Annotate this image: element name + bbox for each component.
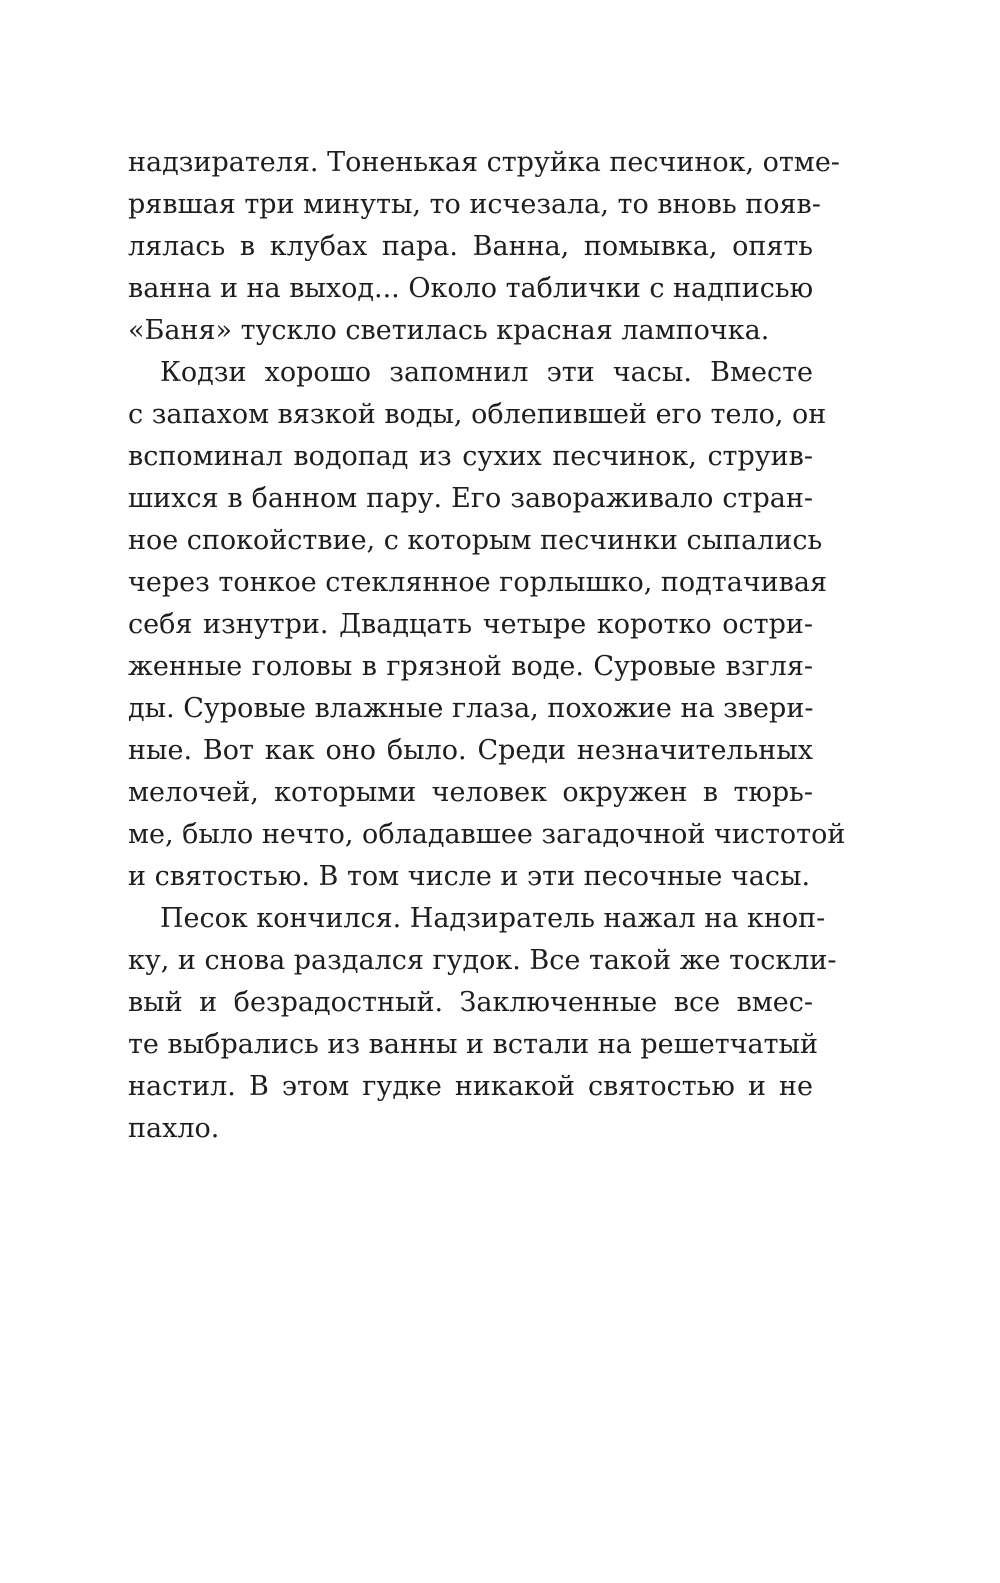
text-line: ды. Суровые влажные глаза, похожие на звери- bbox=[128, 693, 814, 724]
text-line: «Баня» тускло светилась красная лампочка. bbox=[128, 315, 770, 346]
text-line: пахло. bbox=[128, 1113, 220, 1144]
text-line: ные. Вот как оно было. Среди незначительных bbox=[128, 735, 813, 766]
text-line: вспоминал водопад из сухих песчинок, струив- bbox=[128, 441, 813, 472]
text-line: Песок кончился. Надзиратель нажал на кноп- bbox=[160, 903, 826, 934]
text-line: ванна и на выход... Около таблички с надписью bbox=[128, 273, 814, 304]
text-line: и святостью. В том числе и эти песочные часы. bbox=[128, 861, 811, 892]
text-line: лялась в клубах пара. Ванна, помывка, опять bbox=[128, 231, 813, 262]
text-line: через тонкое стеклянное горлышко, подтачивая bbox=[128, 567, 827, 598]
text-line: вый и безрадостный. Заключенные все вмес- bbox=[128, 987, 813, 1018]
text-line: ное спокойствие, с которым песчинки сыпались bbox=[128, 525, 823, 556]
text-line: Кодзи хорошо запомнил эти часы. Вместе bbox=[160, 357, 813, 388]
text-line: с запахом вязкой воды, облепившей его тело, он bbox=[128, 399, 827, 430]
text-line: шихся в банном пару. Его завораживало стран- bbox=[128, 483, 813, 514]
body-text bbox=[128, 142, 846, 1150]
text-line: себя изнутри. Двадцать четыре коротко остри- bbox=[128, 609, 813, 640]
text-line: те выбрались из ванны и встали на решетчатый bbox=[128, 1029, 819, 1060]
text-line: ме, было нечто, обладавшее загадочной чистотой bbox=[128, 819, 846, 850]
text-line: надзирателя. Тоненькая струйка песчинок, отме- bbox=[128, 147, 840, 178]
text-line: мелочей, которыми человек окружен в тюрь- bbox=[128, 777, 813, 808]
text-line: ку, и снова раздался гудок. Все такой же тоскли- bbox=[128, 945, 837, 976]
text-line: женные головы в грязной воде. Суровые взгля- bbox=[128, 651, 813, 682]
text-line: рявшая три минуты, то исчезала, то вновь появ- bbox=[128, 189, 821, 220]
text-line: настил. В этом гудке никакой святостью и не bbox=[128, 1071, 813, 1102]
